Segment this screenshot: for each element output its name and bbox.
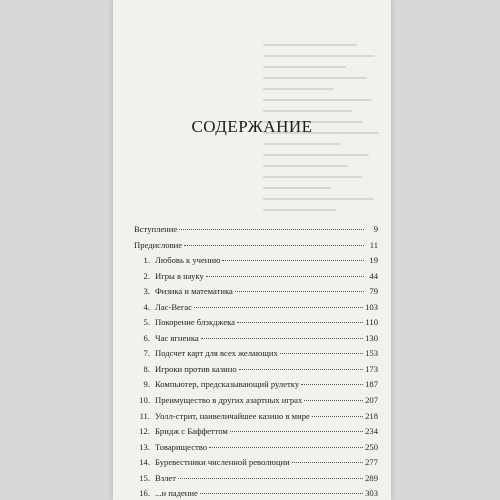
toc-entry [134, 395, 378, 411]
toc-entry [134, 224, 378, 240]
toc-entry-number: 3. [143, 286, 150, 297]
toc-entry-title: ...и падение [155, 488, 198, 499]
toc-entry [134, 442, 378, 458]
toc-entry-title: Компьютер, предсказывающий рулетку [155, 379, 300, 390]
toc-entry [134, 255, 378, 271]
toc-entry-number: 7. [143, 348, 150, 359]
toc-entry-page: 207 [365, 395, 378, 406]
toc-entry-title: Уолл-стрит, наивеличайшее казино в мире [155, 410, 310, 421]
toc-entry-title: Игры в науку [155, 270, 204, 281]
dot-leader [200, 493, 363, 494]
toc-entry-title: Предисловие [134, 239, 183, 250]
page-title: СОДЕРЖАНИЕ [191, 117, 313, 136]
toc-entry-number: 16. [139, 488, 150, 499]
dot-leader [230, 431, 363, 432]
toc-entry [134, 333, 378, 349]
toc-entry-title: Буревестники численной революции [155, 457, 290, 468]
toc-entry [134, 488, 378, 500]
toc-entry-title: Час ягненка [155, 332, 199, 343]
toc-entry-page: 234 [365, 426, 378, 437]
toc-entry [134, 473, 378, 489]
toc-entry-title: Бридж с Баффеттом [155, 426, 228, 437]
toc-entry-number: 4. [143, 301, 150, 312]
toc-entry-title: Вступление [134, 224, 178, 234]
toc-entry [134, 286, 378, 302]
toc-entry [134, 302, 378, 318]
toc-entry-number: 15. [139, 472, 150, 483]
toc-entry-page: 173 [365, 363, 378, 374]
toc-entry-number: 5. [143, 317, 150, 328]
dot-leader [222, 260, 364, 261]
dot-leader [235, 291, 364, 292]
toc-entry-title: Физика и математика [155, 286, 233, 297]
toc-entry-number: 10. [139, 395, 150, 406]
toc-entry-page: 130 [365, 332, 378, 343]
toc-entry-page: 44 [369, 270, 378, 281]
toc-entry [134, 240, 378, 256]
toc-entry-page: 218 [365, 410, 378, 421]
dot-leader [184, 245, 364, 246]
dot-leader [292, 462, 363, 463]
toc-entry-title: Подсчет карт для всех желающих [155, 348, 278, 359]
toc-entry [134, 317, 378, 333]
dot-leader [304, 400, 363, 401]
toc-entry-page: 79 [369, 286, 378, 297]
table-of-contents [134, 224, 378, 500]
toc-entry-page: 289 [365, 472, 378, 483]
book-page [113, 0, 391, 500]
toc-entry-title: Преимущество в других азартных играх [155, 395, 303, 406]
toc-entry-title: Любовь к учению [155, 255, 221, 266]
toc-entry-number: 14. [139, 457, 150, 468]
toc-entry-number: 1. [143, 255, 150, 266]
toc-entry-title: Игроки против казино [155, 363, 237, 374]
toc-entry-number: 2. [143, 270, 150, 281]
toc-entry [134, 411, 378, 427]
dot-leader [239, 369, 363, 370]
toc-entry-title: Товарищество [155, 441, 208, 452]
toc-entry [134, 379, 378, 395]
toc-entry-page: 19 [369, 255, 378, 266]
toc-entry [134, 426, 378, 442]
toc-entry-page: 250 [365, 441, 378, 452]
toc-entry-number: 13. [139, 441, 150, 452]
dot-leader [179, 229, 364, 230]
toc-entry-number: 12. [139, 426, 150, 437]
dot-leader [206, 276, 364, 277]
dot-leader [301, 384, 363, 385]
toc-entry-page: 103 [365, 301, 378, 312]
toc-entry-number: 11. [139, 410, 150, 421]
toc-entry-page: 187 [365, 379, 378, 390]
toc-entry [134, 457, 378, 473]
toc-entry-page: 303 [365, 488, 378, 499]
toc-entry [134, 364, 378, 380]
toc-entry-number: 9. [143, 379, 150, 390]
dot-leader [237, 322, 363, 323]
toc-entry [134, 271, 378, 287]
toc-entry [134, 348, 378, 364]
dot-leader [280, 353, 363, 354]
toc-entry-page: 277 [365, 457, 378, 468]
toc-entry-title: Покорение блэкджека [155, 317, 235, 328]
toc-entry-number: 8. [143, 363, 150, 374]
toc-entry-page: 153 [365, 348, 378, 359]
toc-entry-number: 6. [143, 332, 150, 343]
toc-entry-title: Взлет [155, 472, 176, 483]
dot-leader [194, 307, 363, 308]
dot-leader [312, 416, 363, 417]
dot-leader [209, 447, 363, 448]
toc-entry-page: 11 [369, 239, 378, 250]
dot-leader [178, 478, 363, 479]
toc-entry-page: 110 [365, 317, 378, 328]
toc-entry-title: Лас-Вегас [155, 301, 193, 312]
dot-leader [201, 338, 363, 339]
toc-entry-page: 9 [373, 224, 378, 234]
